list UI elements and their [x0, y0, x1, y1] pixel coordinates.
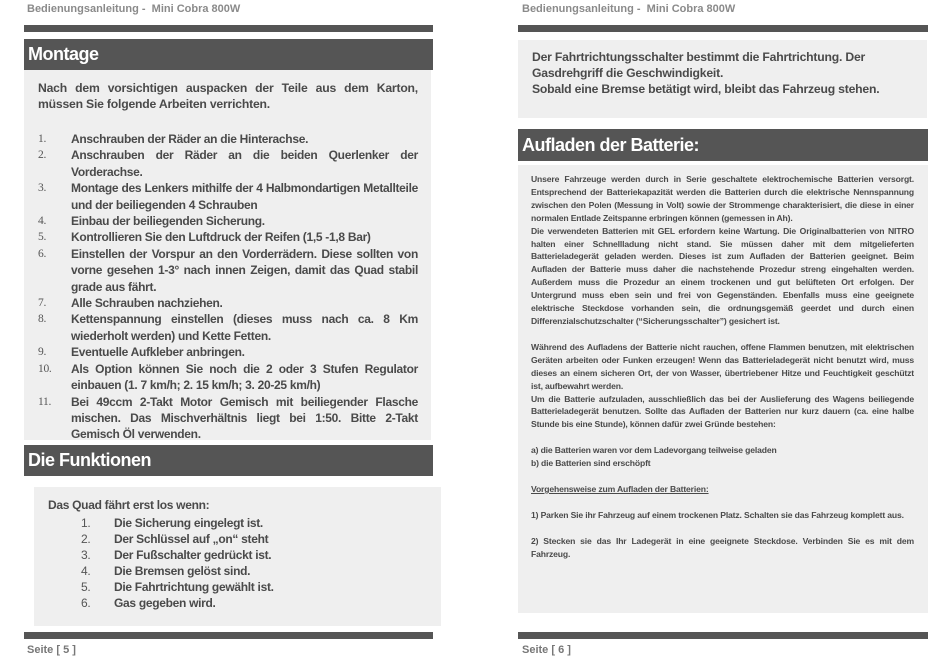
footer-divider [518, 632, 928, 639]
list-item: 8. Kettenspannung einstellen (dieses muss nach ca. 8 Km wiederholt werden) und Kette Fetten. [38, 312, 418, 343]
procedure-step: 1) Parken Sie ihr Fahrzeug auf einem trockenen Platz. Schalten sie das Fahrzeug komplett aus. [531, 509, 904, 520]
list-item: 6. Gas gegeben wird. [81, 596, 216, 611]
list-item: 10. Als Option können Sie noch die 2 oder 3 Stufen Regulator einbauen (1. 7 km/h; 2. 15 km/h; 3. 20-25 km/h) [38, 361, 418, 393]
page-header: Bedienungsanleitung - Mini Cobra 800W [522, 3, 736, 15]
fahrtrichtung-panel [518, 40, 927, 118]
funktionen-panel [34, 487, 441, 626]
list-item: 5. Kontrollieren Sie den Luftdruck der Reifen (1,5 -1,8 Bar) [38, 230, 371, 245]
battery-text [531, 173, 914, 561]
footer-divider [24, 632, 433, 639]
page-number: Seite [ 6 ] [522, 644, 571, 656]
list-item: 6. Einstellen der Vorspur an den Vorderrädern. Diese sollten von vorne gesehen 1-3° nach innen Zeigen, damit das Quad stabil grade aus fährt. [38, 246, 418, 294]
funktionen-intro: Das Quad fährt erst los wenn: [48, 498, 210, 512]
battery-reason: a) die Batterien waren vor dem Ladevorgang teilweise geladen [531, 445, 777, 456]
montage-panel [24, 70, 431, 440]
list-item: 2. Anschrauben der Räder an die beiden Querlenker der Vorderachse. [38, 148, 418, 179]
fahrtrichtung-line: Der Fahrtrichtungsschalter bestimmt die Fahrtrichtung. Der Gasdrehgriff die Geschwindigkeit. [532, 50, 866, 81]
page-header: Bedienungsanleitung - Mini Cobra 800W [27, 3, 241, 15]
header-divider [518, 25, 928, 32]
procedure-step: 2) Stecken sie das Ihr Ladegerät in eine geeignete Steckdose. Verbinden Sie es mit dem Fahrzeug. [531, 535, 914, 559]
battery-title: Aufladen der Batterie: [518, 129, 928, 161]
list-item: 4. Die Bremsen gelöst sind. [81, 564, 251, 579]
funktionen-title: Die Funktionen [24, 445, 433, 476]
list-item: 7. Alle Schrauben nachziehen. [38, 296, 223, 311]
right-page [475, 0, 950, 660]
list-item: 5. Die Fahrtrichtung gewählt ist. [81, 580, 274, 595]
montage-title: Montage [24, 39, 433, 70]
fahrtrichtung-text [532, 49, 912, 98]
battery-paragraph: Unsere Fahrzeuge werden durch in Serie geschaltete elektrochemische Batterien versorgt. Entsprechend der Batteriekapazität werden die Batterien durch die elektrische Nennspannung zwischen den Polen (Messung in Volt) sowie der Strommenge charakterisiert, die diese in einer normalen Entlade Zeitspanne erbringen können (gemessen in Ah). [531, 174, 914, 223]
battery-paragraph: Um die Batterie aufzuladen, ausschließlich das bei der Auslieferung des Wagens beiliegende Batterieladegerät benutzen. Sollte das Aufladen der Batterien nur kurz dauern (ca. eine halbe Stunde bis eine Stunde), können dafür zwei Gründe bestehen: [531, 393, 914, 430]
procedure-heading: Vorgehensweise zum Aufladen der Batterien: [531, 484, 709, 495]
montage-intro: Nach dem vorsichtigen auspacken der Teile aus dem Karton, müssen Sie folgende Arbeiten verrichten. [38, 81, 418, 111]
list-item: 11. Bei 49ccm 2-Takt Motor Gemisch mit beiliegender Flasche mischen. Das Mischverhältnis liegt bei 1:50. Bitte 2-Takt Gemisch Öl verwenden. [38, 394, 418, 442]
list-item: 4. Einbau der beiliegenden Sicherung. [38, 214, 265, 229]
funktionen-conditions [81, 515, 274, 612]
page-number: Seite [ 5 ] [27, 644, 76, 656]
montage-steps [38, 131, 418, 443]
list-item: 1. Die Sicherung eingelegt ist. [81, 516, 263, 530]
list-item: 9. Eventuelle Aufkleber anbringen. [38, 345, 245, 360]
list-item: 3. Montage des Lenkers mithilfe der 4 Halbmondartigen Metallteile und der beiliegenden 4 Schrauben [38, 181, 418, 212]
battery-paragraph: Die verwendeten Batterien mit GEL erfordern keine Wartung. Die Originalbatterien von NITRO halten einer Schnellladung nicht stand. Sie müssen daher mit dem mitgelieferten Batterieladegerät geladen werden. Dieses ist zum Aufladen der Batterien geeignet. Beim Aufladen der Batterie muss daher die nachstehende Prozedur streng eingehalten werden. Außerdem muss die Prozedur an einem trockenen und gut belüfteten Ort erfolgen. Der Untergrund muss eben sein und frei von Gegenständen. Ebenfalls muss eine geeignete elektrische Steckdose vorhanden sein, die ordnungsgemäß geerdet und durch einen Differenzialschutzschalter (“Sicherungsschalter”) gesichert ist. [531, 225, 914, 326]
header-divider [24, 25, 433, 32]
list-item: 1. Anschrauben der Räder an die Hinterachse. [38, 132, 309, 146]
battery-paragraph: Während des Aufladens der Batterie nicht rauchen, offene Flammen benutzen, mit elektrischen Geräten arbeiten oder Funken erzeugen! Wenn das Batterieladegerät nicht benutzt wird, muss dieses an einem sicheren Ort, der von Wasser, übertriebener Hitze und Feuchtigkeit geschützt ist, aufbewahrt werden. [531, 341, 914, 391]
battery-reason: b) die Batterien sind erschöpft [531, 458, 651, 469]
fahrtrichtung-line: Sobald eine Bremse betätigt wird, bleibt das Fahrzeug stehen. [532, 82, 880, 97]
battery-panel [518, 165, 928, 613]
list-item: 3. Der Fußschalter gedrückt ist. [81, 548, 272, 563]
list-item: 2. Der Schlüssel auf „on“ steht [81, 532, 269, 547]
